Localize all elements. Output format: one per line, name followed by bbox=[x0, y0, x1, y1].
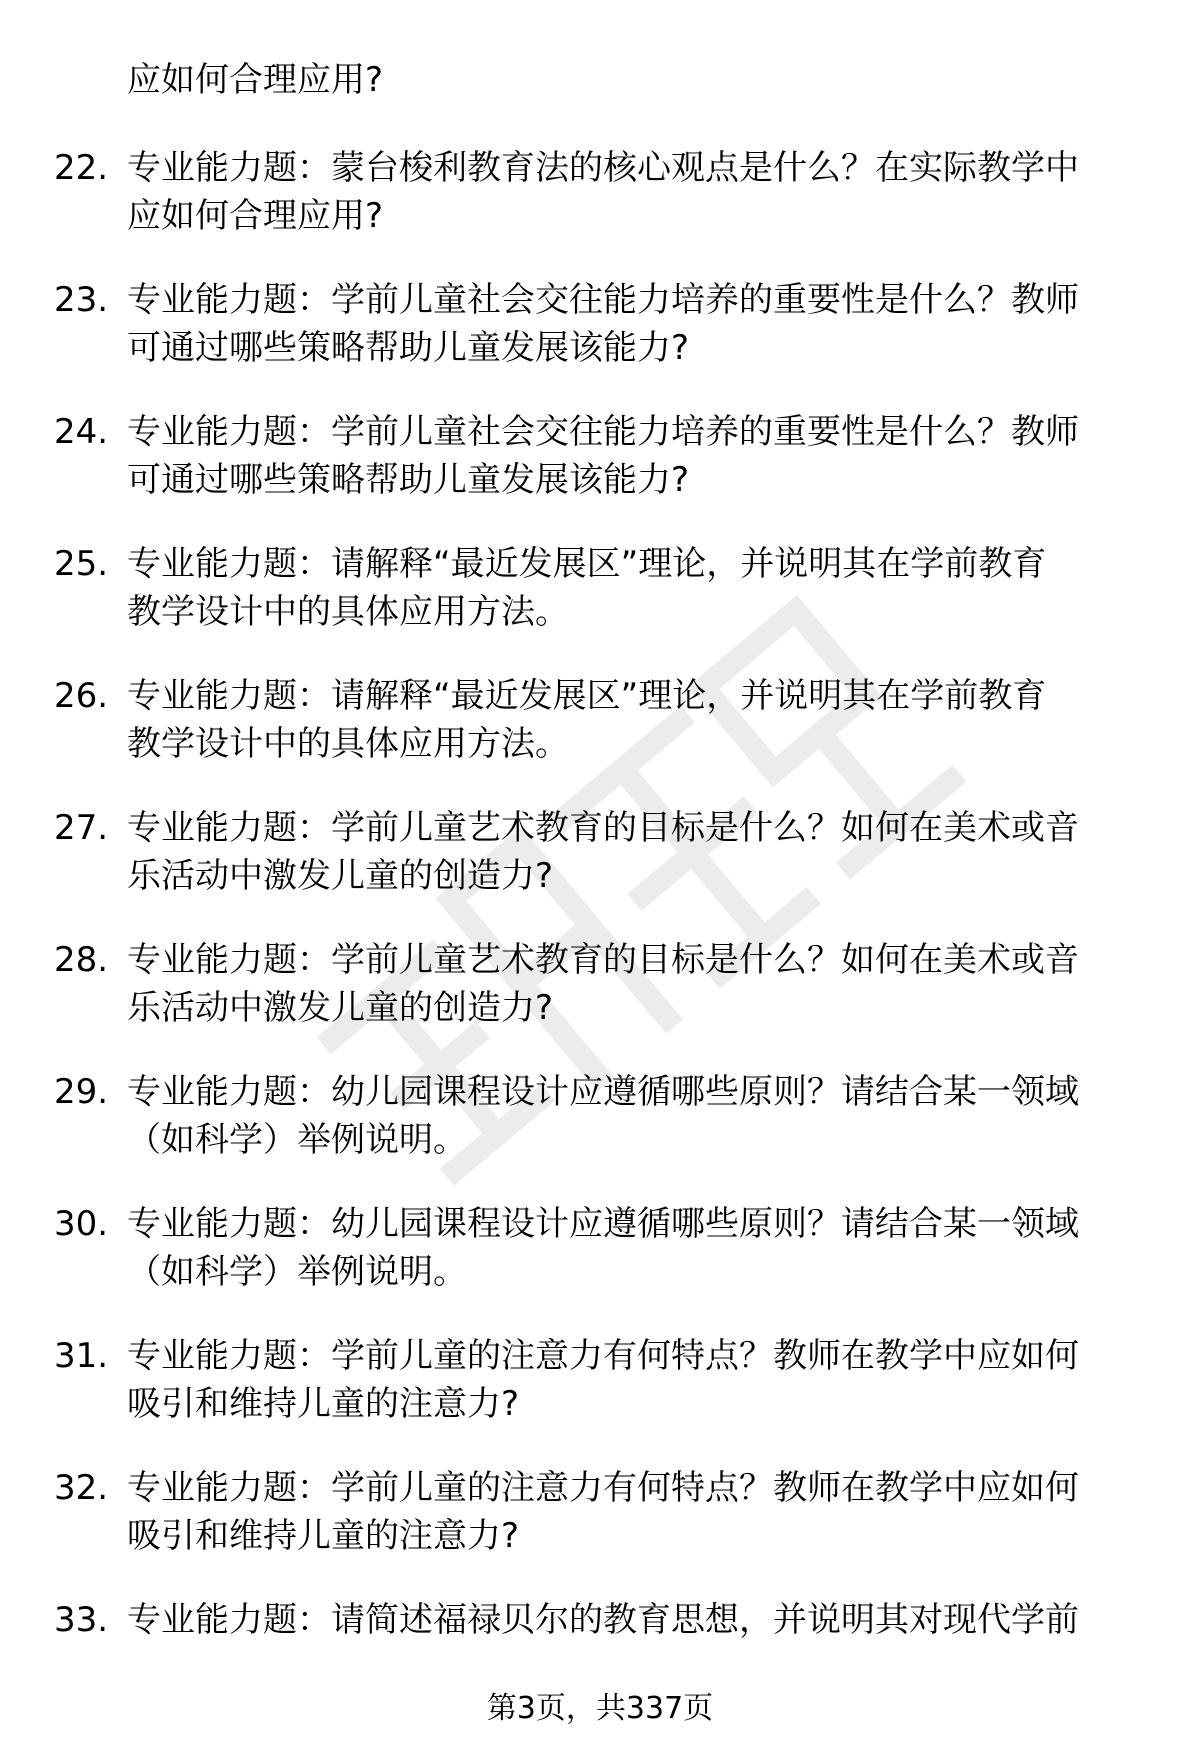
question-text-line: 可通过哪些策略帮助儿童发展该能力? bbox=[127, 460, 690, 500]
question-text-line: 专业能力题：学前儿童艺术教育的目标是什么？如何在美术或音 bbox=[127, 940, 1079, 980]
question-number: 24. bbox=[54, 412, 109, 452]
question-item bbox=[0, 146, 1200, 278]
question-number: 28. bbox=[54, 940, 109, 980]
question-text-line: 专业能力题：幼儿园课程设计应遵循哪些原则？请结合某一领域 bbox=[127, 1072, 1079, 1112]
question-number: 27. bbox=[54, 808, 109, 848]
page-number-footer: 第3页，共337页 bbox=[486, 1691, 714, 1726]
question-text-line: 教学设计中的具体应用方法。 bbox=[127, 724, 569, 764]
question-item bbox=[0, 1466, 1200, 1598]
question-text-line: 专业能力题：学前儿童社会交往能力培养的重要性是什么？教师 bbox=[127, 280, 1079, 320]
question-text-line: 乐活动中激发儿童的创造力? bbox=[127, 988, 554, 1028]
question-item bbox=[0, 410, 1200, 542]
question-text-line: 教学设计中的具体应用方法。 bbox=[127, 592, 569, 632]
question-text-line: 专业能力题：请解释“最近发展区”理论，并说明其在学前教育 bbox=[127, 544, 1047, 584]
question-text-line: 专业能力题：学前儿童的注意力有何特点？教师在教学中应如何 bbox=[127, 1468, 1079, 1508]
question-text-line: 专业能力题：幼儿园课程设计应遵循哪些原则？请结合某一领域 bbox=[127, 1204, 1079, 1244]
question-number: 23. bbox=[54, 280, 109, 320]
question-text-line: （如科学）举例说明。 bbox=[127, 1120, 467, 1160]
question-item bbox=[0, 1334, 1200, 1466]
question-number: 32. bbox=[54, 1468, 109, 1508]
question-number: 25. bbox=[54, 544, 109, 584]
question-number: 26. bbox=[54, 676, 109, 716]
question-item bbox=[0, 278, 1200, 410]
question-number: 33. bbox=[54, 1600, 109, 1640]
question-text-line: 专业能力题：请解释“最近发展区”理论，并说明其在学前教育 bbox=[127, 676, 1047, 716]
question-item bbox=[0, 1070, 1200, 1202]
question-item bbox=[0, 938, 1200, 1070]
question-text-line: 乐活动中激发儿童的创造力? bbox=[127, 856, 554, 896]
question-text-line: 吸引和维持儿童的注意力? bbox=[127, 1384, 520, 1424]
question-text-line: 专业能力题：蒙台梭利教育法的核心观点是什么？在实际教学中 bbox=[127, 148, 1079, 188]
question-text-line: （如科学）举例说明。 bbox=[127, 1252, 467, 1292]
question-text-line: 专业能力题：请简述福禄贝尔的教育思想，并说明其对现代学前 bbox=[127, 1600, 1079, 1640]
question-number: 31. bbox=[54, 1336, 109, 1376]
question-list bbox=[0, 146, 1200, 1730]
question-item bbox=[0, 1202, 1200, 1334]
question-text-line: 吸引和维持儿童的注意力? bbox=[127, 1516, 520, 1556]
question-number: 29. bbox=[54, 1072, 109, 1112]
continued-question-text: 应如何合理应用? bbox=[127, 60, 384, 100]
question-text-line: 专业能力题：学前儿童社会交往能力培养的重要性是什么？教师 bbox=[127, 412, 1079, 452]
question-text-line: 专业能力题：学前儿童的注意力有何特点？教师在教学中应如何 bbox=[127, 1336, 1079, 1376]
question-item bbox=[0, 806, 1200, 938]
question-text-line: 应如何合理应用? bbox=[127, 196, 384, 236]
question-text-line: 可通过哪些策略帮助儿童发展该能力? bbox=[127, 328, 690, 368]
question-item bbox=[0, 542, 1200, 674]
question-number: 30. bbox=[54, 1204, 109, 1244]
question-number: 22. bbox=[54, 148, 109, 188]
question-text-line: 专业能力题：学前儿童艺术教育的目标是什么？如何在美术或音 bbox=[127, 808, 1079, 848]
question-item bbox=[0, 674, 1200, 806]
